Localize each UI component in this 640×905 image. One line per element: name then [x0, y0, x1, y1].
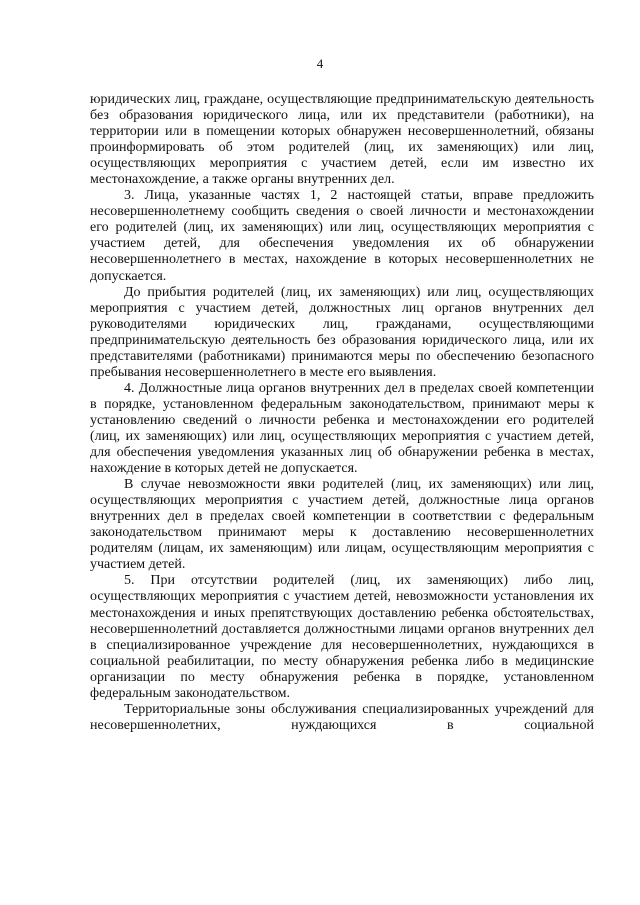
paragraph-safety-measures: До прибытия родителей (лиц, их заменяющих) или лиц, осуществляющих мероприятия с участием детей, должностных лиц органов внутренних дел руководителями юридических лиц, гражданами, осуществляющими предпринимательскую деятельность без образования юридического лица, или их представителями (работниками) принимаются меры по обеспечению безопасного пребывания несовершеннолетнего в месте его выявления.: [90, 284, 594, 380]
paragraph-territorial-zones: Территориальные зоны обслуживания специализированных учреждений для несовершеннолетних, нуждающихся в социальной: [90, 701, 594, 733]
paragraph-item-5: 5. При отсутствии родителей (лиц, их заменяющих) либо лиц, осуществляющих мероприятия с участием детей, невозможности установления их местонахождения и иных препятствующих доставлению ребенка обстоятельствах, несовершеннолетний доставляется должностными лицами органов внутренних дел в специализированное учреждение для несовершеннолетних, нуждающихся в социальной реабилитации, по месту обнаружения ребенка либо в медицинские организации по месту обнаружения ребенка в порядке, установленном федеральным законодательством.: [90, 573, 594, 701]
paragraph-delivery: В случае невозможности явки родителей (лиц, их заменяющих) или лиц, осуществляющих мероприятия с участием детей, должностные лица органов внутренних дел в пределах своей компетенции в соответствии с федеральным законодательством принимают меры к доставлению несовершеннолетних родителям (лицам, их заменяющим) или лицам, осуществляющим мероприятия с участием детей.: [90, 477, 594, 573]
paragraph-item-3: 3. Лица, указанные частях 1, 2 настоящей статьи, вправе предложить несовершеннолетнему сообщить сведения о своей личности и местонахождении его родителей (лиц, их заменяющих) или лиц, осуществляющих мероприятия с участием детей, для обеспечения уведомления их об обнаружении несовершеннолетнего в местах, нахождение в которых несовершеннолетних не допускается.: [90, 188, 594, 284]
page-number: 4: [316, 56, 324, 71]
paragraph-item-4: 4. Должностные лица органов внутренних дел в пределах своей компетенции в порядке, установленном федеральным законодательством, принимают меры к установлению сведений о личности ребенка и местонахождении его родителей (лиц, их заменяющих) или лиц, осуществляющих мероприятия с участием детей, для обеспечения уведомления указанных лиц об обнаружении ребенка в местах, нахождение в которых детей не допускается.: [90, 380, 594, 477]
paragraph-continuation: юридических лиц, граждане, осуществляющие предпринимательскую деятельность без образования юридического лица, или их представители (работники), на территории или в помещении которых обнаружен несовершеннолетний, обязаны проинформировать об этом родителей (лиц, их заменяющих) или лиц, осуществляющих мероприятия с участием детей, если им известно их местонахождение, а также органы внутренних дел.: [90, 92, 594, 188]
document-body: [90, 92, 594, 734]
